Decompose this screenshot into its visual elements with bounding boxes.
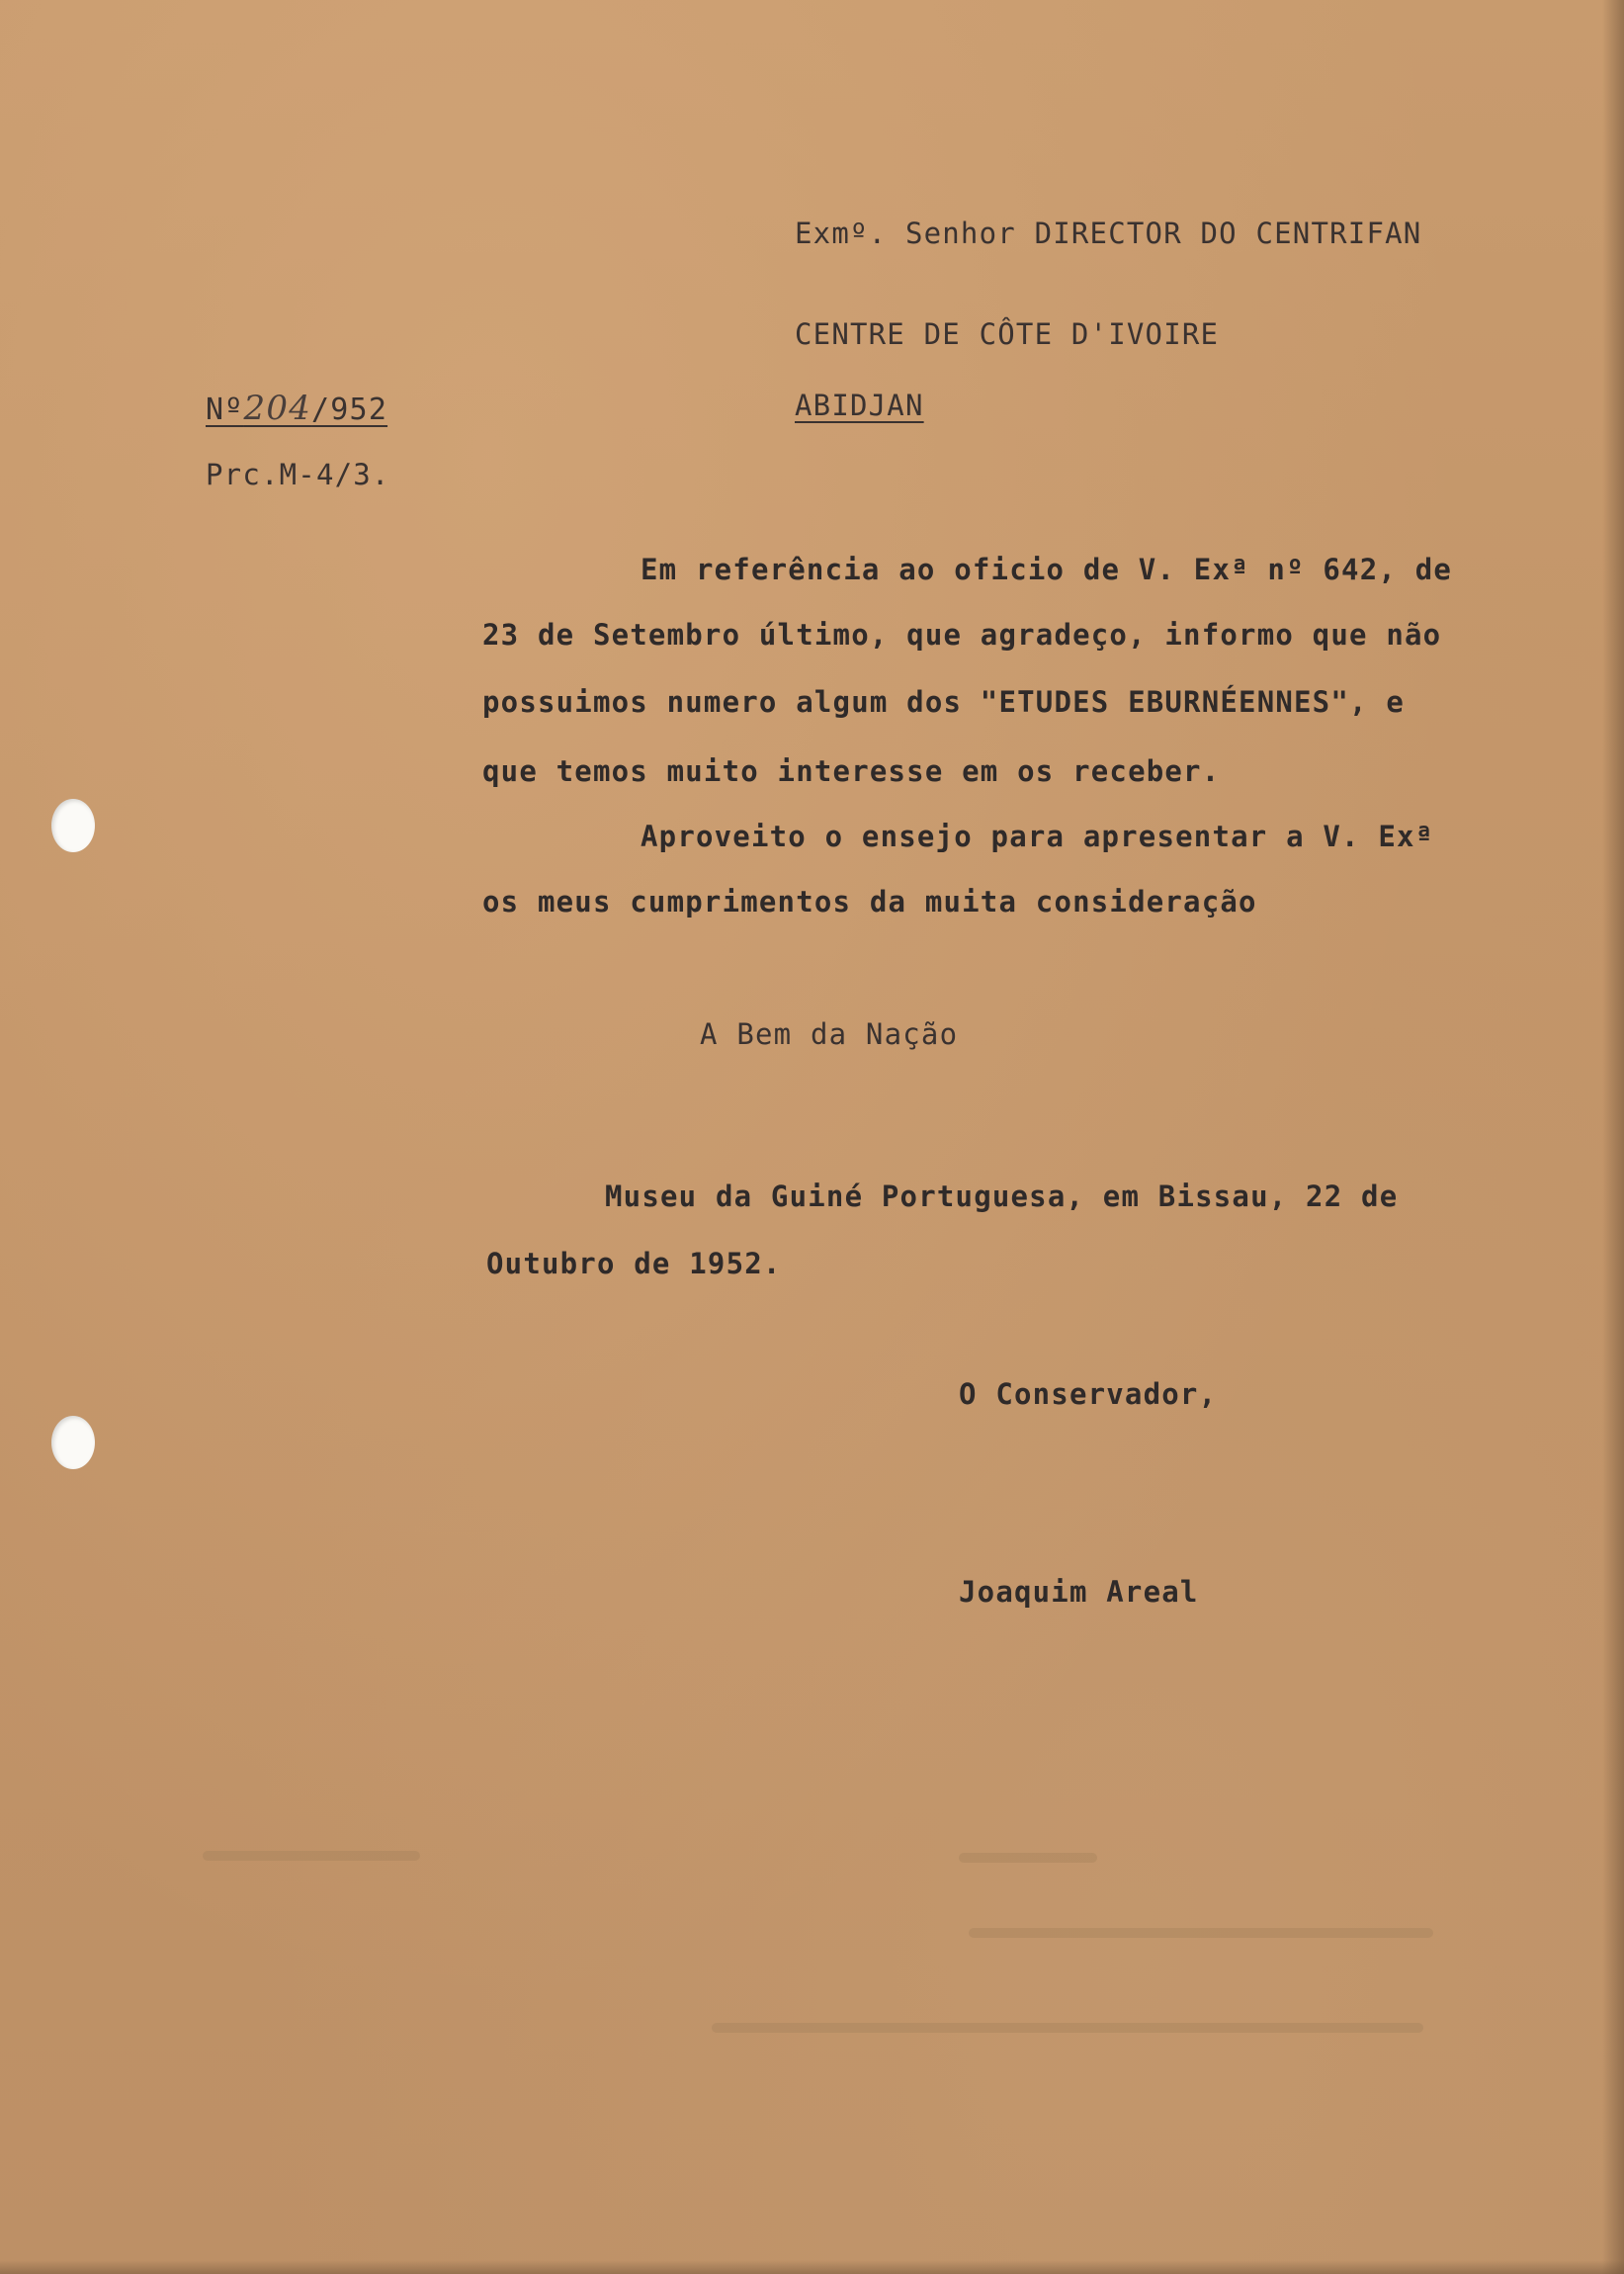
place-date-line: Museu da Guiné Portuguesa, em Bissau, 22 de <box>605 1180 1399 1213</box>
show-through-mark <box>203 1851 420 1861</box>
punch-hole-icon <box>51 1416 95 1469</box>
signatory-name: Joaquim Areal <box>959 1575 1199 1609</box>
punch-hole-icon <box>51 799 95 852</box>
body-line: que temos muito interesse em os receber. <box>482 754 1221 788</box>
addressee-line-1: Exmº. Senhor DIRECTOR DO CENTRIFAN <box>795 217 1422 250</box>
reference-prefix: Nº <box>206 393 244 427</box>
closing: O Conservador, <box>959 1377 1218 1411</box>
paper-bottom-shadow <box>0 2260 1624 2274</box>
reference-number <box>206 389 388 428</box>
place-date-line: Outubro de 1952. <box>486 1247 782 1280</box>
show-through-mark <box>969 1928 1433 1938</box>
body-line: Aproveito o ensejo para apresentar a V. Exª <box>641 820 1434 853</box>
addressee-line-2: CENTRE DE CÔTE D'IVOIRE <box>795 317 1220 351</box>
handwritten-number: 204 <box>243 389 312 428</box>
show-through-mark <box>959 1853 1097 1863</box>
body-line: Em referência ao oficio de V. Exª nº 642, de <box>641 553 1453 586</box>
show-through-mark <box>712 2023 1423 2033</box>
body-line: 23 de Setembro último, que agradeço, informo que não <box>482 618 1442 652</box>
process-reference: Prc.M-4/3. <box>206 458 390 491</box>
salutation: A Bem da Nação <box>700 1017 959 1051</box>
addressee-city: ABIDJAN <box>795 389 924 422</box>
reference-year: /952 <box>311 393 388 427</box>
body-line: os meus cumprimentos da muita consideração <box>482 885 1257 918</box>
body-line: possuimos numero algum dos "ETUDES EBURNÉENNES", e <box>482 685 1405 719</box>
paper-edge-shadow <box>1602 0 1624 2274</box>
